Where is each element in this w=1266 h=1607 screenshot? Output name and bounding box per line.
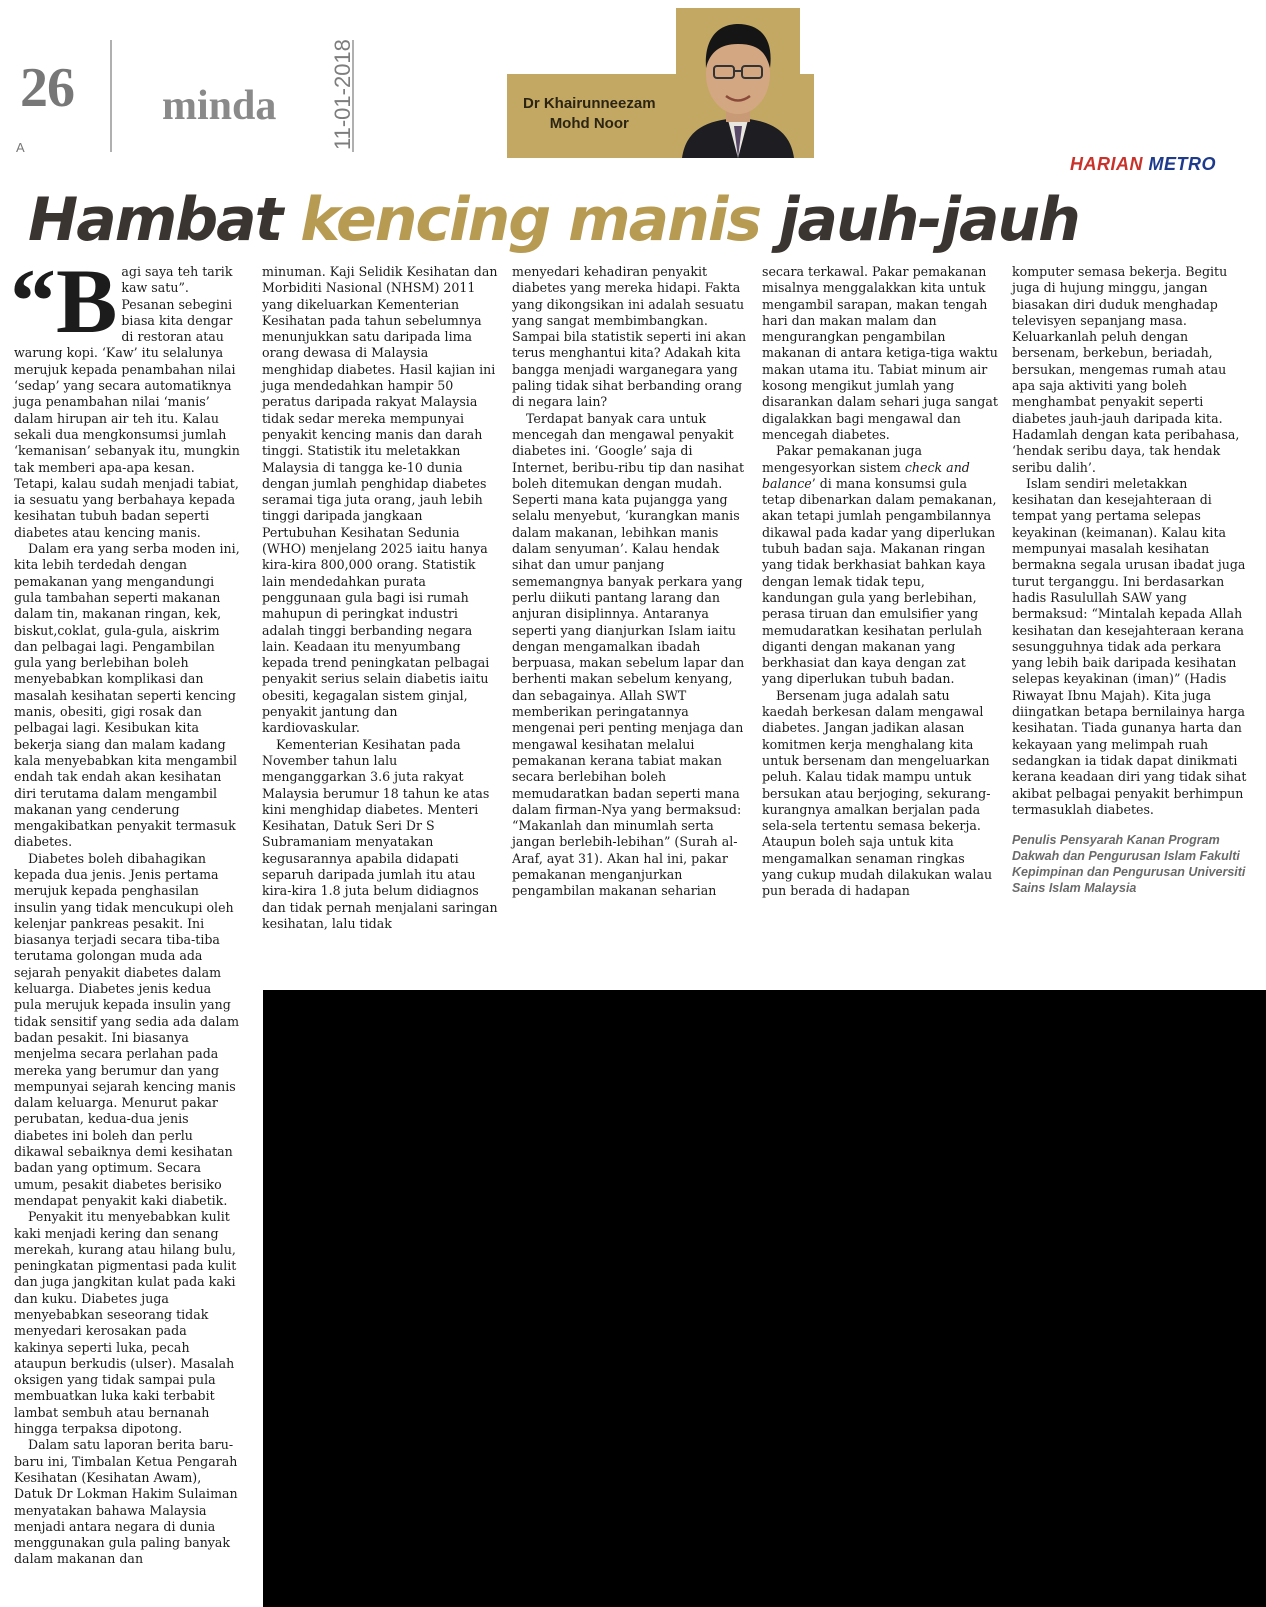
section-title: minda [162, 83, 277, 129]
paragraph: secara terkawal. Pakar pemakanan misalnya menggalakkan kita untuk mengambil sarapan, makan tengah hari dan makan malam dan mengurangkan pengambilan makanan di antara ketiga-tiga waktu makan utama itu. Tabiat minum air kosong mengikut jumlah yang disarankan dalam sehari juga sangat digalakkan bagi mengawal dan mencegah diabetes. [762, 264, 998, 442]
paragraph: Penyakit itu menyebabkan kulit kaki menjadi kering dan senang merekah, kurang atau hilang bulu, peningkatan pigmentasi pada kulit dan juga jangkitan kulat pada kaki dan kuku. Diabetes juga menyebabkan seseorang tidak menyedari kerosakan pada kakinya seperti luka, pecah ataupun berkudis (ulser). Masalah oksigen yang tidak sampai pula membuatkan luka kaki terbabit lambat sembuh atau bernanah hingga terpaksa dipotong. [14, 1209, 237, 1437]
paragraph [10, 250, 240, 541]
paragraph-text: agi saya teh tarik kaw satu”. Pesanan sebegini biasa kita dengar di restoran atau warung kopi. ‘Kaw’ itu selalunya merujuk kepada penambahan nilai ‘sedap’ yang secara automatiknya juga penambahan nilai ‘manis’ dalam hirupan air teh itu. Kalau sekali dua mengkonsumsi jumlah ‘kemanisan’ sebanyak itu, mungkin tak memberi apa-apa kesan. Tetapi, kalau sudah menjadi tabiat, ia sesuatu yang berbahaya kepada kesihatan tubuh badan seperti diabetes atau kencing manis. [14, 264, 240, 540]
paragraph [762, 443, 998, 687]
paragraph: Dalam satu laporan berita baru-baru ini, Timbalan Ketua Pengarah Kesihatan (Kesihatan Awam), Datuk Dr Lokman Hakim Sulaiman menyatakan bahawa Malaysia menjadi antara negara di dunia menggunakan gula paling banyak dalam makanan dan [14, 1437, 238, 1567]
page-letter: A [16, 140, 25, 155]
paragraph-text: ’ di mana konsumsi gula tetap dibenarkan dalam pemakanan, akan tetapi jumlah pengambilannya dikawal pada kadar yang diperlukan tubuh badan saja. Makanan ringan yang tidak berkhasiat bahkan kaya dengan lemak tidak tepu, kandungan gula yang berlebihan, perasa tiruan dan emulsifier yang memudaratkan kesihatan perlulah diganti dengan makanan yang berkhasiat dan kaya dengan zat yang diperlukan tubuh badan. [762, 475, 997, 687]
italic-phrase: check and balance [762, 459, 970, 491]
author-name-line-1: Dr Khairunneezam [523, 95, 656, 112]
article-column-3 [512, 264, 748, 900]
page-number: 26 [20, 57, 74, 119]
paragraph-text: Pakar pemakanan juga mengesyorkan sistem [762, 443, 923, 475]
paragraph: menyedari kehadiran penyakit diabetes yang mereka hidapi. Fakta yang dikongsikan ini adalah sesuatu yang sangat membimbangkan. Sampai bila statistik seperti ini akan terus menghantui kita? Adakah kita bangga menjadi warganegara yang paling tidak sihat berbanding orang di negara lain? [512, 264, 747, 410]
paragraph: Islam sendiri meletakkan kesihatan dan kesejahteraan di tempat yang pertama selepas keyakinan (keimanan). Kalau kita mempunyai masalah kesihatan bermakna segala urusan ibadat juga turut terganggu. Ini berdasarkan hadis Rasulullah SAW yang bermaksud: “Mintalah kepada Allah kesihatan dan kesejahteraan kerana sesungguhnya tidak ada perkara yang lebih baik daripada kesihatan selepas keyakinan (iman)” (Hadis Riwayat Ibnu Majah). Kita juga diingatkan betapa bernilainya harga kesihatan. Tiada gunanya harta dan kekayaan yang melimpah ruah sedangkan ia tidak dapat dinikmati kerana keadaan diri yang tidak sihat akibat pelbagai penyakit berhimpun termasuklah diabetes. [1012, 475, 1247, 817]
paragraph: minuman. Kaji Selidik Kesihatan dan Morbiditi Nasional (NHSM) 2011 yang dikeluarkan Kementerian Kesihatan pada tahun sebelumnya menunjukkan satu daripada lima orang dewasa di Malaysia menghidap diabetes. Hasil kajian ini juga mendedahkan hampir 50 peratus daripada rakyat Malaysia tidak sedar mereka mempunyai penyakit kencing manis dan darah tinggi. Statistik itu meletakkan Malaysia di tangga ke-10 dunia dengan jumlah penghidap diabetes seramai tiga juta orang, jauh lebih tinggi daripada jangkaan Pertubuhan Kesihatan Sedunia (WHO) menjelang 2025 iaitu hanya kira-kira 800,000 orang. Statistik lain mendedahkan purata penggunaan gula bagi isi rumah mahupun di peringkat industri adalah tinggi berbanding negara lain. Keadaan itu menyumbang kepada trend peningkatan pelbagai penyakit serius selain diabetis iaitu obesiti, kegagalan sistem ginjal, penyakit jantung dan kardiovaskular. [262, 264, 498, 736]
headline [28, 180, 1079, 260]
article-column-4 [762, 264, 998, 900]
author-credit: Penulis Pensyarah Kanan Program Dakwah dan Pengurusan Islam Fakulti Kepimpinan dan Pengurusan Universiti Sains Islam Malaysia [1012, 833, 1246, 896]
paragraph: Diabetes boleh dibahagikan kepada dua jenis. Jenis pertama merujuk kepada penghasilan insulin yang tidak mencukupi oleh kelenjar pankreas pesakit. Ini biasanya terjadi secara tiba-tiba terutama golongan muda ada sejarah penyakit diabetes dalam keluarga. Diabetes jenis kedua pula merujuk kepada insulin yang tidak sensitif yang sedia ada dalam badan pesakit. Ini biasanya menjelma secara perlahan pada mereka yang berumur dan yang mempunyai sejarah kencing manis dalam keluarga. Menurut pakar perubatan, kedua-dua jenis diabetes ini boleh dan perlu dikawal sebaiknya demi kesihatan badan yang optimum. Secara umum, pesakit diabetes berisiko mendapat penyakit kaki diabetik. [14, 850, 240, 1208]
redacted-area [263, 990, 1266, 1607]
article-column-1 [10, 250, 240, 1568]
masthead-metro: METRO [1148, 154, 1217, 174]
author-name [523, 94, 656, 134]
author-portrait-photo [676, 8, 800, 158]
article-column-5 [1012, 264, 1248, 896]
headline-part-2: kencing manis [300, 185, 761, 255]
drop-cap: “B [10, 250, 118, 352]
author-name-line-2: Mohd Noor [549, 115, 629, 132]
headline-part-3: jauh-jauh [778, 185, 1079, 255]
paragraph: Dalam era yang serba moden ini, kita lebih terdedah dengan pemakanan yang mengandungi gula tambahan seperti makanan dalam tin, makanan ringan, kek, biskut,coklat, gula-gula, aiskrim dan pelbagai lagi. Pengambilan gula yang berlebihan boleh menyebabkan komplikasi dan masalah kesihatan seperti kencing manis, obesiti, gigi rosak dan pelbagai lagi. Kesibukan kita bekerja siang dan malam kadang kala menyebabkan kita mengambil endah tak endah akan kesihatan diri terutama dalam mengambil makanan yang cenderung mengakibatkan penyakit termasuk diabetes. [14, 541, 240, 850]
paragraph: Kementerian Kesihatan pada November tahun lalu menganggarkan 3.6 juta rakyat Malaysia berumur 18 tahun ke atas kini menghidap diabetes. Menteri Kesihatan, Datuk Seri Dr S Subramaniam menyatakan kegusarannya apabila didapati separuh daripada jumlah itu atau kira-kira 1.8 juta belum didiagnos dan tidak pernah menjalani saringan kesihatan, lalu tidak [262, 736, 498, 931]
issue-date: 11-01-2018 [330, 39, 355, 150]
headline-part-1: Hambat [28, 185, 282, 255]
article-column-2 [262, 264, 498, 932]
paragraph: Bersenam juga adalah satu kaedah berkesan dalam mengawal diabetes. Jangan jadikan alasan komitmen kerja menghalang kita untuk bersenam dan mengeluarkan peluh. Kalau tidak mampu untuk bersukan atau berjoging, sekurang-kurangnya amalkan berjalan pada sela-sela tertentu semasa bekerja. Ataupun boleh saja untuk kita mengamalkan senaman ringkas yang cukup mudah dilakukan walau pun berada di hadapan [762, 687, 993, 899]
masthead-logo [1070, 154, 1216, 175]
masthead-harian: HARIAN [1070, 154, 1143, 174]
paragraph: komputer semasa bekerja. Begitu juga di hujung minggu, jangan biasakan diri duduk menghadap televisyen sepanjang masa. Keluarkanlah peluh dengan bersenam, berkebun, beriadah, bersukan, mengemas rumah atau apa saja aktiviti yang boleh menghambat penyakit seperti diabetes jauh-jauh daripada kita. Hadamlah dengan kata peribahasa, ‘hendak seribu daya, tak hendak seribu dalih’. [1012, 264, 1240, 475]
paragraph: Terdapat banyak cara untuk mencegah dan mengawal penyakit diabetes ini. ‘Google’ saja di Internet, beribu-ribu tip dan nasihat boleh ditemukan dengan mudah. Seperti mana kata pujangga yang selalu menyebut, ‘kurangkan manis dalam makanan, lebihkan manis dalam senyuman’. Kalau hendak sihat dan umur panjang sememangnya banyak perkara yang perlu diikuti pantang larang dan anjuran disiplinnya. Antaranya seperti yang dianjurkan Islam iaitu dengan mengamalkan ibadah berpuasa, makan sebelum lapar dan berhenti makan sebelum kenyang, dan sebagainya. Allah SWT memberikan peringatannya mengenai peri penting menjaga dan mengawal kesihatan melalui pemakanan kerana tabiat makan secara berlebihan boleh memudaratkan badan seperti mana dalam firman-Nya yang bermaksud: “Makanlah dan minumlah serta jangan berlebih-lebihan” (Surah al-Araf, ayat 31). Akan hal ini, pakar pemakanan menganjurkan pengambilan makanan seharian [512, 410, 745, 899]
header-divider-left [110, 40, 112, 152]
